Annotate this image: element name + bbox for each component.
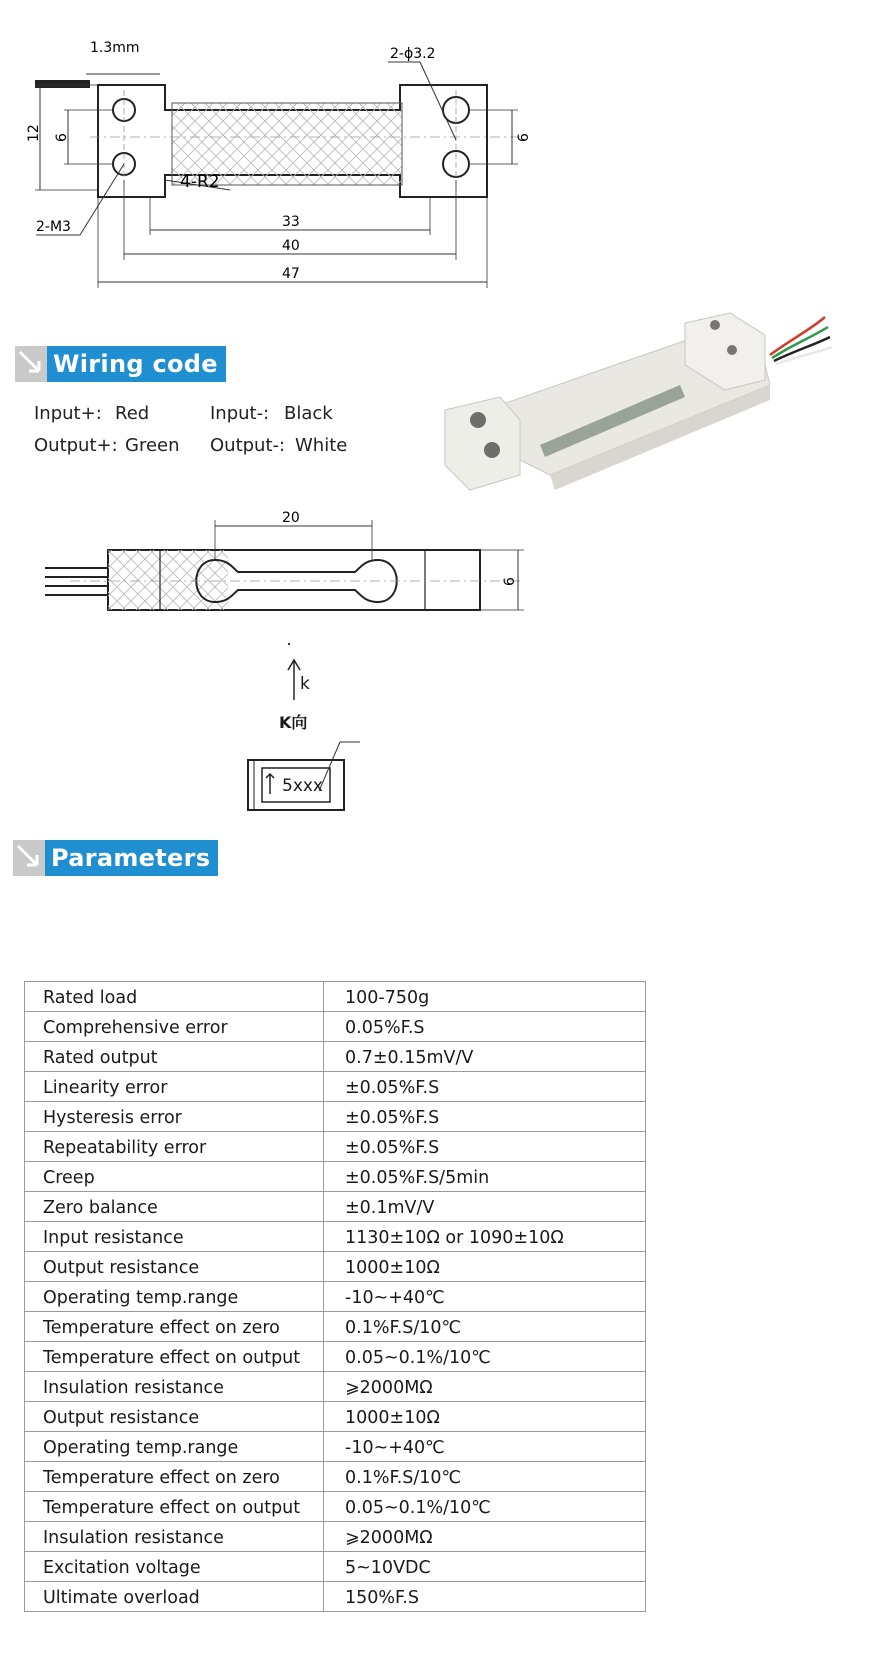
wiring-code-title: Wiring code: [47, 346, 226, 382]
table-row: [25, 1252, 646, 1282]
param-value: 150%F.S: [324, 1582, 646, 1612]
table-row: [25, 1372, 646, 1402]
input-plus-label: Input+:: [34, 403, 102, 424]
param-value: ⩾2000MΩ: [324, 1372, 646, 1402]
param-key: Rated load: [25, 982, 324, 1012]
output-minus-label: Output-:: [210, 435, 286, 456]
dim-47: 47: [282, 266, 300, 282]
table-row: [25, 982, 646, 1012]
dim-4-r2: 4-R2: [180, 172, 220, 192]
param-value: -10~+40℃: [324, 1432, 646, 1462]
param-value: 100-750g: [324, 982, 646, 1012]
output-minus-color: White: [295, 435, 348, 456]
param-value: 0.05~0.1%/10℃: [324, 1492, 646, 1522]
param-value: 0.7±0.15mV/V: [324, 1042, 646, 1072]
param-value: 1130±10Ω or 1090±10Ω: [324, 1222, 646, 1252]
side-view-drawing: [40, 510, 540, 650]
param-key: Temperature effect on zero: [25, 1312, 324, 1342]
param-value: ±0.1mV/V: [324, 1192, 646, 1222]
table-row: [25, 1162, 646, 1192]
input-minus-color: Black: [284, 403, 333, 424]
param-value: 0.05~0.1%/10℃: [324, 1342, 646, 1372]
table-row: [25, 1552, 646, 1582]
wiring-code-header: [15, 346, 226, 382]
param-value: ±0.05%F.S: [324, 1102, 646, 1132]
k-arrow-label: k: [300, 674, 310, 694]
table-row: [25, 1462, 646, 1492]
table-row: [25, 1012, 646, 1042]
output-plus-color: Green: [125, 435, 180, 456]
param-key: Ultimate overload: [25, 1582, 324, 1612]
table-row: [25, 1582, 646, 1612]
dim-40: 40: [282, 238, 300, 254]
parameters-header: [13, 840, 218, 876]
dim-2-m3: 2-M3: [36, 219, 71, 235]
param-key: Comprehensive error: [25, 1012, 324, 1042]
param-value: 0.1%F.S/10℃: [324, 1462, 646, 1492]
table-row: [25, 1282, 646, 1312]
table-row: [25, 1312, 646, 1342]
dim-6-left: 6: [54, 133, 70, 142]
param-key: Insulation resistance: [25, 1372, 324, 1402]
param-value: 0.1%F.S/10℃: [324, 1312, 646, 1342]
dim-6-right: 6: [516, 133, 532, 142]
k-view-label: K向: [279, 713, 308, 732]
param-key: Repeatability error: [25, 1132, 324, 1162]
param-key: Temperature effect on zero: [25, 1462, 324, 1492]
input-plus-color: Red: [115, 403, 150, 424]
section-arrow-icon: [15, 346, 47, 382]
param-key: Creep: [25, 1162, 324, 1192]
param-value: -10~+40℃: [324, 1282, 646, 1312]
param-value: ±0.05%F.S/5min: [324, 1162, 646, 1192]
table-row: [25, 1222, 646, 1252]
dim-20: 20: [282, 510, 300, 526]
param-key: Rated output: [25, 1042, 324, 1072]
table-row: [25, 1402, 646, 1432]
param-value: 5~10VDC: [324, 1552, 646, 1582]
param-value: ⩾2000MΩ: [324, 1522, 646, 1552]
parameters-title: Parameters: [45, 840, 218, 876]
top-dimension-drawing: [20, 30, 540, 320]
table-row: [25, 1042, 646, 1072]
table-row: [25, 1192, 646, 1222]
parameters-table: [24, 981, 646, 1612]
param-value: 1000±10Ω: [324, 1402, 646, 1432]
dim-holes: 2-ϕ3.2: [390, 46, 436, 62]
table-row: [25, 1072, 646, 1102]
param-key: Insulation resistance: [25, 1522, 324, 1552]
param-key: Zero balance: [25, 1192, 324, 1222]
table-row: [25, 1492, 646, 1522]
param-key: Output resistance: [25, 1252, 324, 1282]
dim-6-side: 6: [502, 577, 518, 586]
table-row: [25, 1342, 646, 1372]
param-key: Output resistance: [25, 1402, 324, 1432]
table-row: [25, 1432, 646, 1462]
table-row: [25, 1102, 646, 1132]
param-key: Excitation voltage: [25, 1552, 324, 1582]
param-key: Hysteresis error: [25, 1102, 324, 1132]
table-row: [25, 1522, 646, 1552]
param-value: 0.05%F.S: [324, 1012, 646, 1042]
param-key: Operating temp.range: [25, 1282, 324, 1312]
output-plus-label: Output+:: [34, 435, 118, 456]
section-arrow-icon: [13, 840, 45, 876]
dim-12: 12: [26, 124, 42, 142]
param-key: Operating temp.range: [25, 1432, 324, 1462]
table-row: [25, 1132, 646, 1162]
param-value: ±0.05%F.S: [324, 1132, 646, 1162]
param-key: Temperature effect on output: [25, 1492, 324, 1522]
input-minus-label: Input-:: [210, 403, 270, 424]
dim-33: 33: [282, 214, 300, 230]
param-value: 1000±10Ω: [324, 1252, 646, 1282]
param-key: Linearity error: [25, 1072, 324, 1102]
dim-1-3mm: 1.3mm: [90, 40, 140, 56]
param-key: Temperature effect on output: [25, 1342, 324, 1372]
param-key: Input resistance: [25, 1222, 324, 1252]
load-cell-photo: [440, 305, 840, 505]
k-view-label-text: 5xxx: [282, 776, 323, 796]
param-value: ±0.05%F.S: [324, 1072, 646, 1102]
